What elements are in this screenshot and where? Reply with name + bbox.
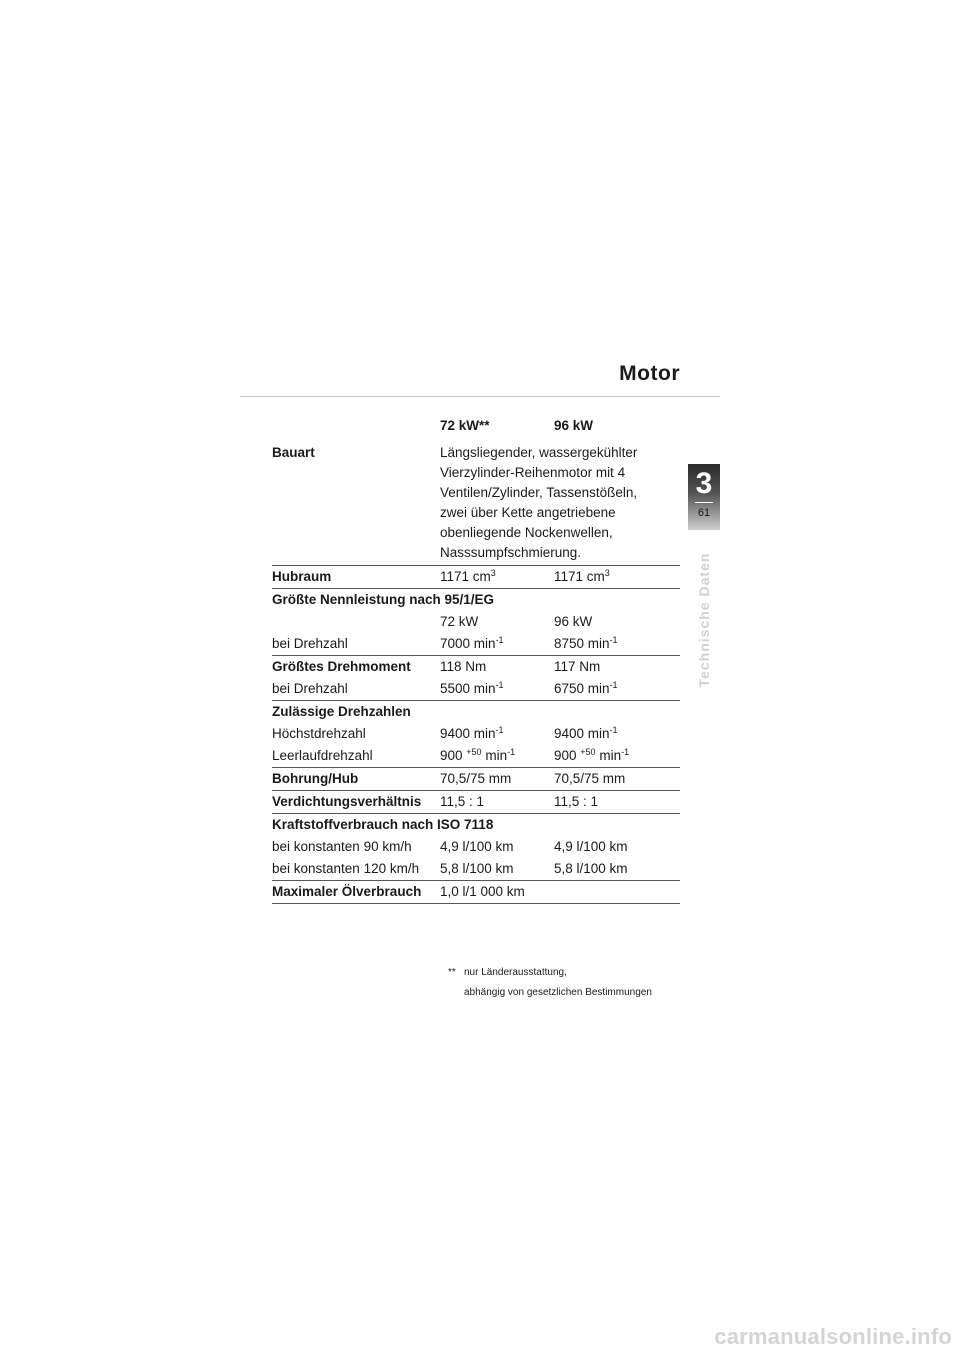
table-row-hoechstdrehzahl xyxy=(272,723,680,745)
row-label: Bauart xyxy=(272,445,315,460)
chapter-number: 3 xyxy=(695,467,713,500)
row-label: Maximaler Ölverbrauch xyxy=(272,884,422,899)
table-row-drehmoment xyxy=(272,656,680,678)
cell-value: 70,5/75 mm xyxy=(554,771,626,786)
row-label: bei konstanten 90 km/h xyxy=(272,839,412,854)
table-row-nennleistung xyxy=(272,611,680,633)
cell-value: 6750 $\min^{-1}$ xyxy=(554,680,618,696)
row-label: Zulässige Drehzahlen xyxy=(272,704,411,719)
cell-value: 117 Nm xyxy=(554,659,601,674)
cell-value: 5500 $\min^{-1}$ xyxy=(440,680,504,696)
cell-value: 900 $^{+50}$ $\min^{-1}$ xyxy=(554,747,630,763)
table-row-verbrauch-90 xyxy=(272,836,680,858)
cell-value: 9400 $\min^{-1}$ xyxy=(554,725,618,741)
cell-value: 1,0 l/1 000 km xyxy=(440,884,525,899)
footnote xyxy=(448,963,652,1003)
cell-value: 900 $^{+50}$ $\min^{-1}$ xyxy=(440,747,516,763)
footnote-marker: ** xyxy=(448,967,456,978)
chapter-tab xyxy=(688,464,720,530)
table-row-verbrauch-120 xyxy=(272,858,680,881)
cell-value: 4,9 l/100 km xyxy=(440,839,514,854)
page-number: 61 xyxy=(697,507,711,519)
row-label: Hubraum xyxy=(272,569,332,584)
footnote-line-1: nur Länderausstattung, xyxy=(464,967,567,978)
table-row-verdichtung xyxy=(272,791,680,814)
cell-value: 70,5/75 mm xyxy=(440,771,512,786)
table-row-nennleistung-drehzahl xyxy=(272,633,680,656)
footnote-line-2: abhängig von gesetzlichen Bestimmungen xyxy=(464,987,652,998)
table-row-bauart xyxy=(272,442,680,566)
row-label: Leerlaufdrehzahl xyxy=(272,748,373,763)
row-label: Bohrung/Hub xyxy=(272,771,359,786)
spec-table xyxy=(272,410,680,904)
cell-value: 8750 $\min^{-1}$ xyxy=(554,635,618,651)
page-title: Motor xyxy=(619,362,680,385)
table-row-bohrung-hub xyxy=(272,768,680,791)
bauart-description: Längsliegender, wassergekühlter Vierzylinder-Reihenmotor mit 4 Ventilen/Zylinder, Tassenstößeln, zwei über Kette angetriebene obenliegende Nockenwellen, Nasssumpfschmierung. xyxy=(440,445,638,560)
row-label: bei Drehzahl xyxy=(272,681,348,696)
table-row-oelverbrauch xyxy=(272,881,680,904)
cell-value: 11,5 : 1 xyxy=(440,794,485,809)
table-row-drehmoment-drehzahl xyxy=(272,678,680,701)
table-row-drehzahlen-heading xyxy=(272,701,680,723)
col-head-96kw: 96 kW xyxy=(554,418,594,433)
cell-value: 72 kW xyxy=(440,614,479,629)
row-label: Höchstdrehzahl xyxy=(272,726,366,741)
table-row-verbrauch-heading xyxy=(272,814,680,836)
cell-value: 5,8 l/100 km xyxy=(440,861,514,876)
cell-value: 118 Nm xyxy=(440,659,487,674)
row-label: bei konstanten 120 km/h xyxy=(272,861,420,876)
title-divider xyxy=(240,396,720,397)
cell-value: 9400 $\min^{-1}$ xyxy=(440,725,504,741)
table-row-hubraum xyxy=(272,566,680,589)
cell-value: 11,5 : 1 xyxy=(554,794,599,809)
section-label: Technische Daten xyxy=(696,552,712,688)
row-label: Verdichtungsverhältnis xyxy=(272,794,422,809)
table-header-row xyxy=(272,410,680,442)
row-label: Kraftstoffverbrauch nach ISO 7118 xyxy=(272,817,494,832)
cell-value: 96 kW xyxy=(554,614,593,629)
watermark: carmanualsonline.info xyxy=(714,1324,952,1349)
cell-value: 1171 $cm^3$ xyxy=(554,568,610,584)
row-label: Größtes Drehmoment xyxy=(272,659,411,674)
col-head-72kw: 72 kW** xyxy=(440,418,490,433)
row-label: bei Drehzahl xyxy=(272,636,348,651)
cell-value: 4,9 l/100 km xyxy=(554,839,628,854)
cell-value: 7000 $\min^{-1}$ xyxy=(440,635,504,651)
table-row-nennleistung-heading xyxy=(272,589,680,611)
table-row-leerlaufdrehzahl xyxy=(272,745,680,768)
row-label: Größte Nennleistung nach 95/1/EG xyxy=(272,592,495,607)
cell-value: 1171 $cm^3$ xyxy=(440,568,496,584)
cell-value: 5,8 l/100 km xyxy=(554,861,628,876)
